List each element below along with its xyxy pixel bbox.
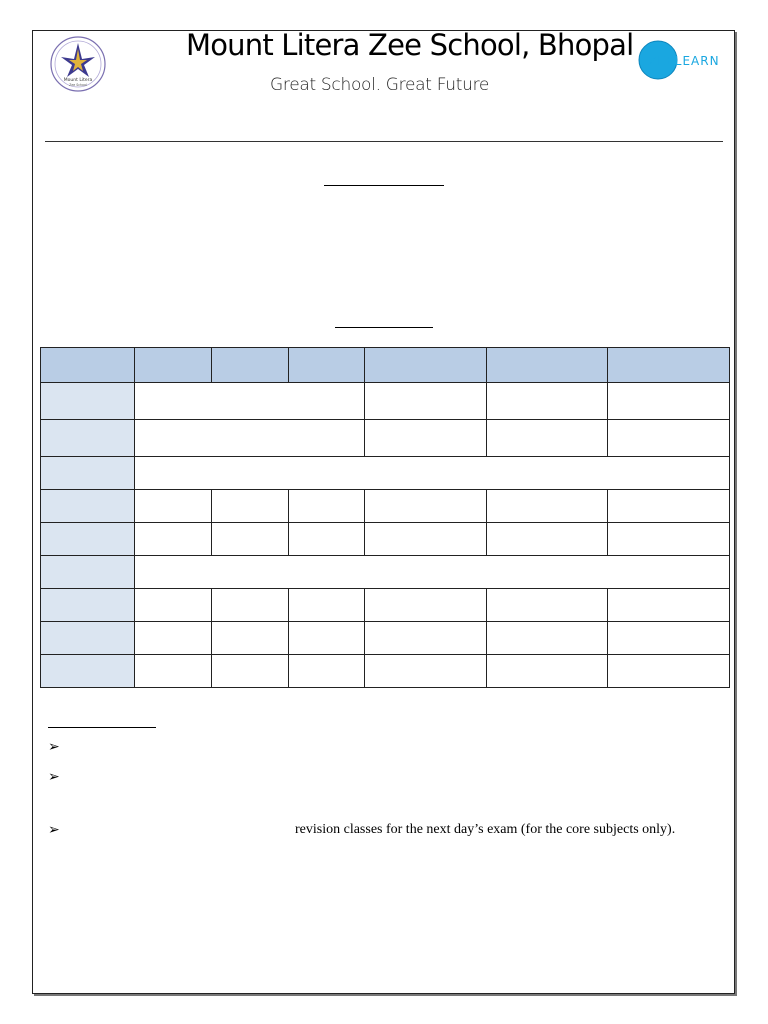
school-tagline: Great School. Great Future — [270, 75, 490, 95]
table-cell — [135, 589, 212, 622]
notes-heading-underline — [48, 727, 156, 728]
exam-schedule-table — [40, 347, 730, 688]
table-header-cell — [289, 348, 365, 383]
school-name: Mount Litera Zee School, Bhopal — [186, 28, 634, 62]
table-cell — [365, 622, 487, 655]
table-row — [41, 523, 730, 556]
table-cell — [608, 490, 730, 523]
table-cell — [365, 523, 487, 556]
table-row — [41, 655, 730, 688]
table-cell — [212, 589, 289, 622]
table-cell — [289, 523, 365, 556]
table-row-label-cell — [41, 589, 135, 622]
table-cell — [289, 622, 365, 655]
table-cell — [135, 383, 365, 420]
table-cell — [365, 383, 487, 420]
crest-text-line2: Zee School — [69, 83, 87, 87]
table-cell — [487, 655, 608, 688]
table-header-cell — [487, 348, 608, 383]
table-row — [41, 556, 730, 589]
table-cell — [135, 622, 212, 655]
subtitle-underline — [335, 327, 433, 328]
table-cell — [608, 622, 730, 655]
table-header-cell — [41, 348, 135, 383]
table-cell — [135, 457, 730, 490]
table-cell — [608, 523, 730, 556]
table-cell — [365, 420, 487, 457]
table-cell — [365, 589, 487, 622]
table-cell — [135, 420, 365, 457]
table-header-cell — [608, 348, 730, 383]
table-header-cell — [135, 348, 212, 383]
table-cell — [135, 556, 730, 589]
table-cell — [608, 655, 730, 688]
table-row — [41, 490, 730, 523]
table-cell — [289, 490, 365, 523]
crest-text-line1: Mount Litera — [63, 78, 93, 83]
table-cell — [365, 490, 487, 523]
table-cell — [608, 420, 730, 457]
table-header-cell — [212, 348, 289, 383]
table-row — [41, 383, 730, 420]
table-row-label-cell — [41, 556, 135, 589]
table-cell — [135, 655, 212, 688]
table-cell — [487, 383, 608, 420]
school-crest-logo — [47, 35, 109, 93]
note-bullet-icon: ➢ — [48, 739, 60, 755]
table-cell — [289, 589, 365, 622]
table-cell — [487, 589, 608, 622]
table-row-label-cell — [41, 523, 135, 556]
zeelearn-logo — [638, 38, 730, 82]
table-cell — [135, 490, 212, 523]
table-row-label-cell — [41, 655, 135, 688]
note-bullet-icon: ➢ — [48, 822, 60, 838]
table-row-label-cell — [41, 420, 135, 457]
note-item-3-text: revision classes for the next day’s exam (for the core subjects only). — [295, 822, 676, 837]
table-row — [41, 457, 730, 490]
table-row-label-cell — [41, 383, 135, 420]
table-row-label-cell — [41, 622, 135, 655]
table-cell — [487, 420, 608, 457]
table-cell — [608, 589, 730, 622]
table-cell — [487, 523, 608, 556]
table-cell — [212, 622, 289, 655]
title-underline — [324, 185, 444, 186]
table-header-row — [41, 348, 730, 383]
table-row — [41, 589, 730, 622]
table-header-cell — [365, 348, 487, 383]
zeelearn-logo-text: ZEELEARN — [648, 54, 720, 68]
table-row — [41, 420, 730, 457]
table-row-label-cell — [41, 457, 135, 490]
table-cell — [487, 622, 608, 655]
table-row — [41, 622, 730, 655]
table-cell — [289, 655, 365, 688]
table-cell — [212, 655, 289, 688]
table-row-label-cell — [41, 490, 135, 523]
note-bullet-icon: ➢ — [48, 769, 60, 785]
table-cell — [487, 490, 608, 523]
table-cell — [365, 655, 487, 688]
header-divider — [45, 141, 723, 142]
table-cell — [608, 383, 730, 420]
table-cell — [212, 490, 289, 523]
table-cell — [135, 523, 212, 556]
table-cell — [212, 523, 289, 556]
